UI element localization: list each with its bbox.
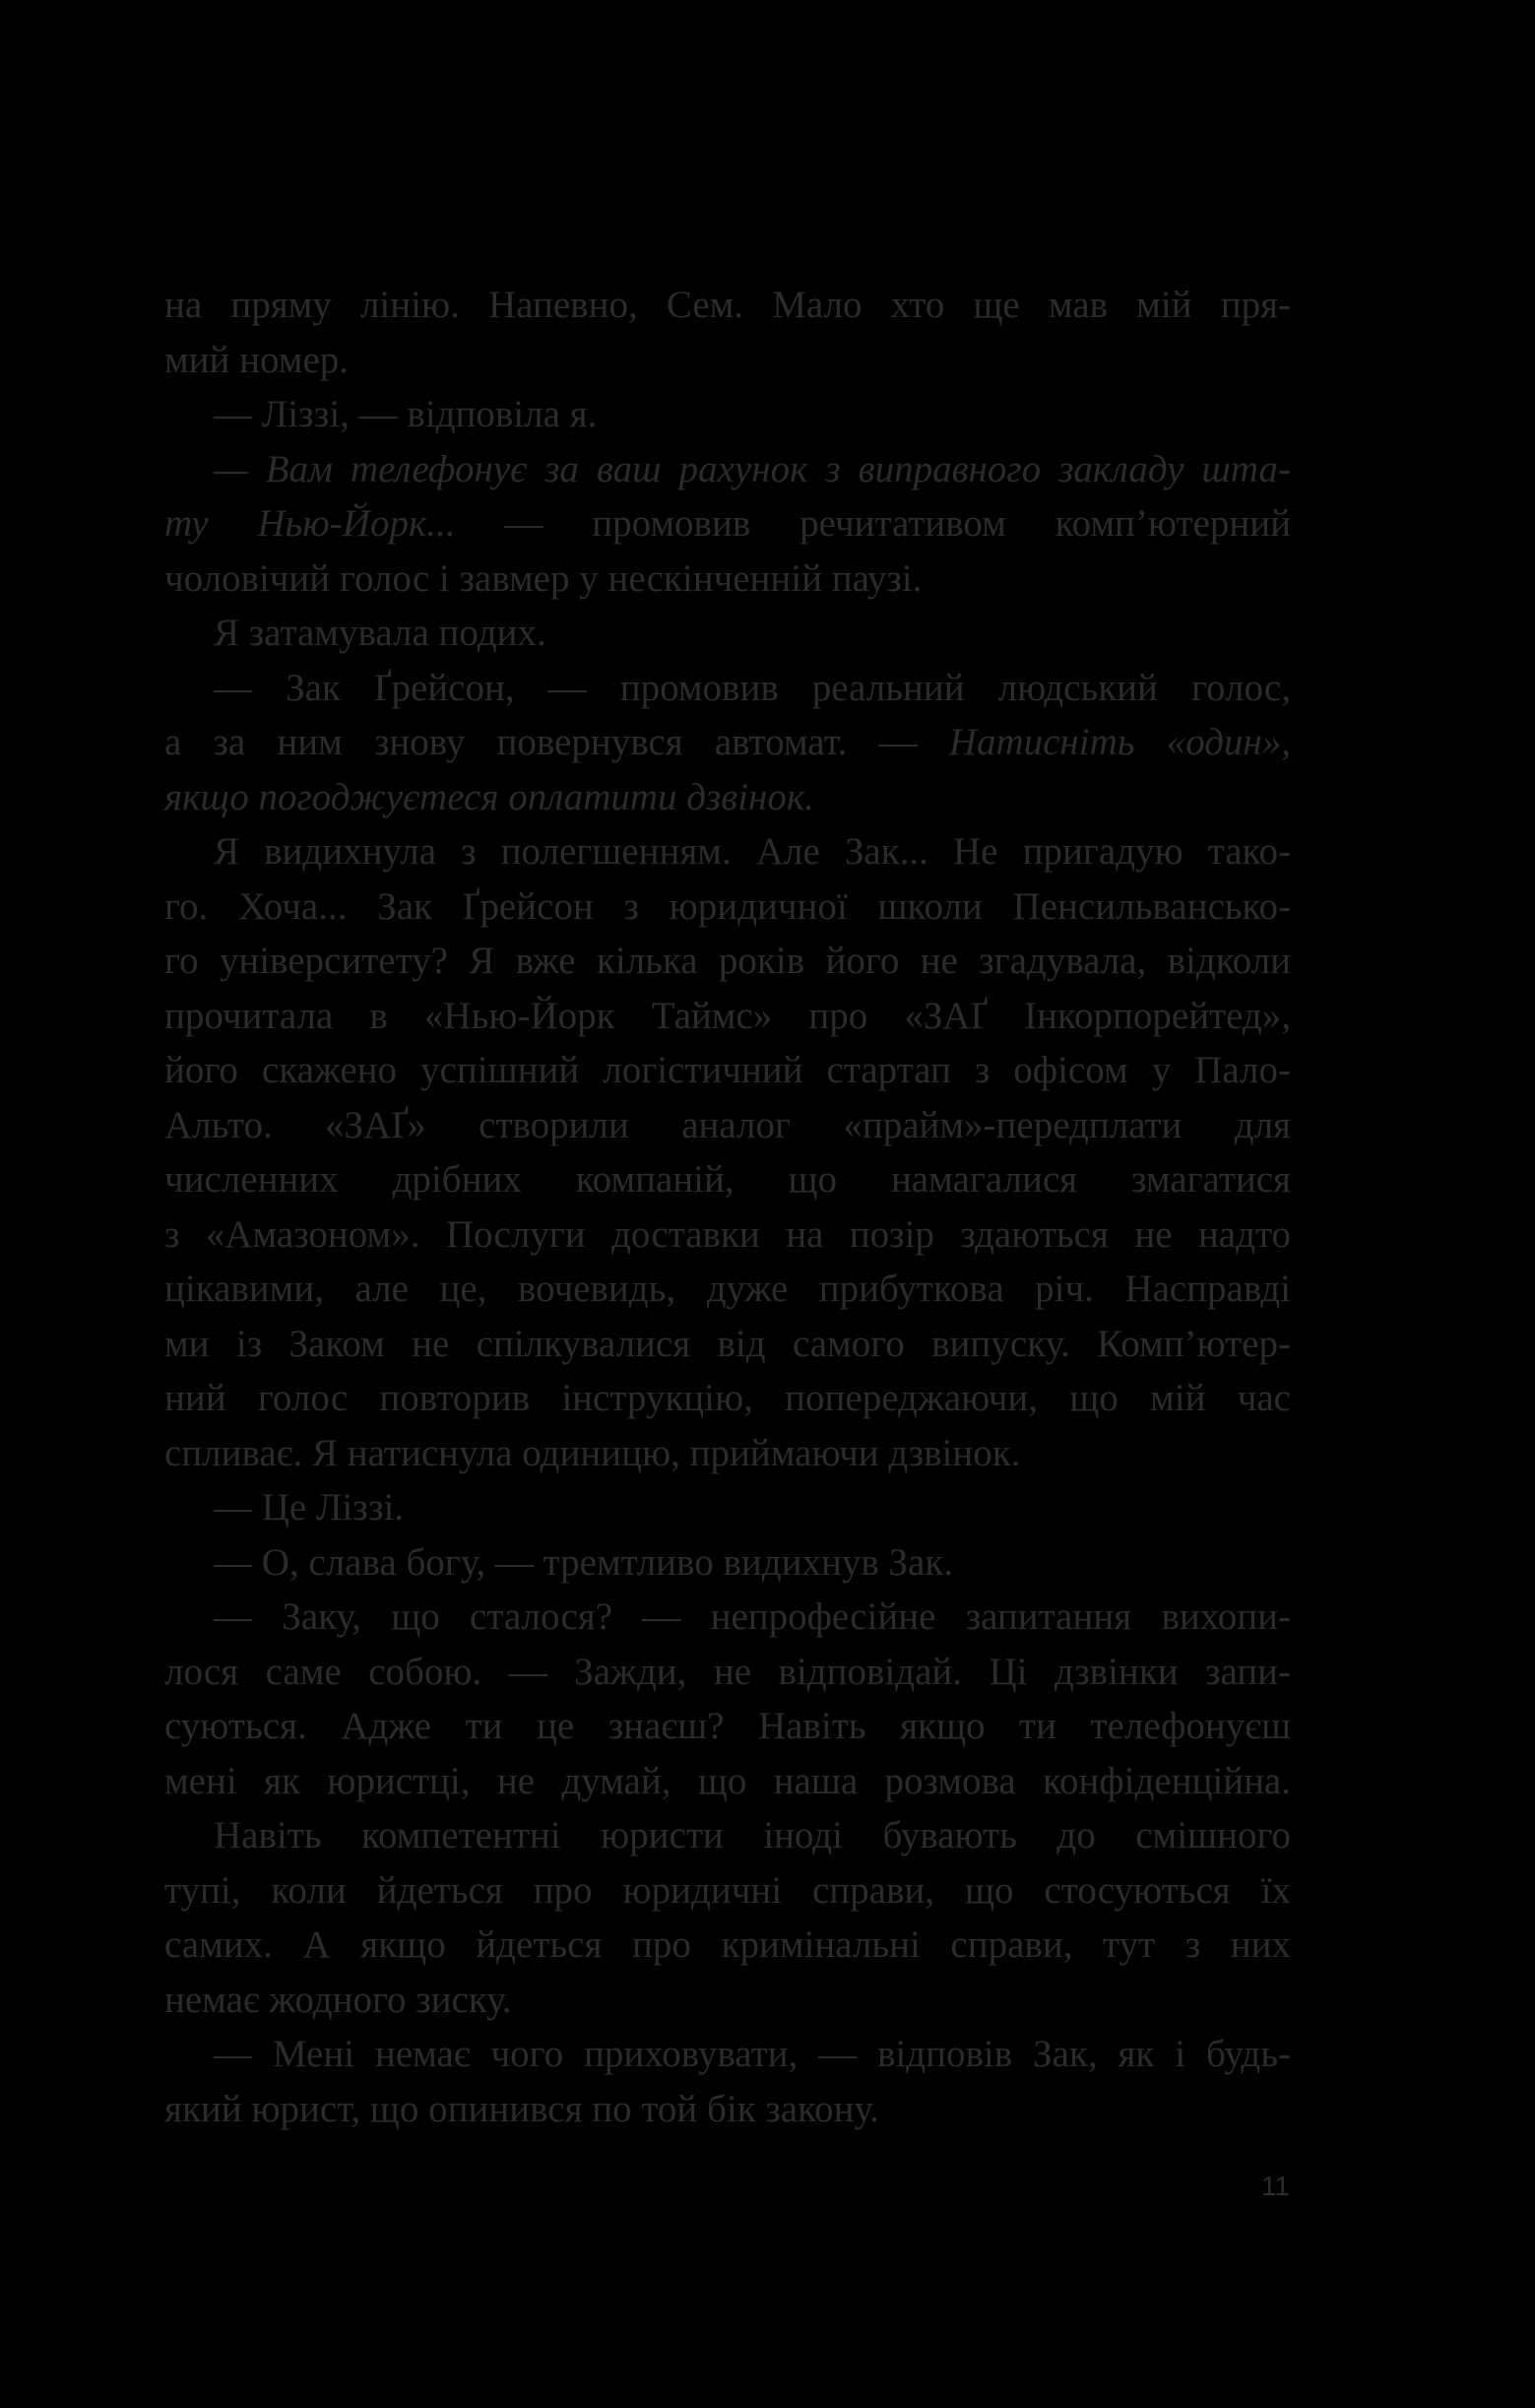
- text-line: ту Нью-Йорк... — промовив речитативом комп’ютерний: [164, 502, 1291, 545]
- text-line: — Зак Ґрейсон, — промовив реальний людський голос,: [214, 666, 1291, 709]
- text-line: ми із Заком не спілкувалися від самого випуску. Комп’ютер-: [164, 1322, 1291, 1365]
- text-line: ний голос повторив інструкцію, попереджаючи, що мій час: [164, 1377, 1291, 1419]
- text-line: — Заку, що сталося? — непрофесійне запитання вихопи-: [214, 1595, 1291, 1638]
- text-line: — Вам телефонує за ваш рахунок з виправного закладу шта-: [214, 447, 1291, 490]
- text-line: суються. Адже ти це знаєш? Навіть якщо ти телефонуєш: [164, 1705, 1291, 1747]
- text-line: Я видихнула з полегшенням. Але Зак... Не пригадую тако-: [214, 830, 1291, 873]
- text-line: якщо погоджуєтеся оплатити дзвінок.: [164, 775, 814, 818]
- text-line: а за ним знову повернувся автомат. — Натисніть «один»,: [164, 721, 1292, 763]
- text-line: го університету? Я вже кілька років його не згадувала, відколи: [164, 940, 1291, 982]
- text-line: мені як юристці, не думай, що наша розмова конфіденційна.: [164, 1759, 1291, 1802]
- text-line: — Мені немає чого приховувати, — відповів Зак, як і будь-: [214, 2033, 1291, 2075]
- text-line: самих. А якщо йдеться про кримінальні справи, тут з них: [164, 1923, 1291, 1966]
- text-line: Альто. «ЗАҐ» створили аналог «прайм»-передплати для: [164, 1103, 1291, 1146]
- text-line: мий номер.: [164, 338, 350, 381]
- text-line: з «Амазоном». Послуги доставки на позір здаються не надто: [164, 1212, 1291, 1256]
- text-line: Я затамувала подих.: [214, 612, 546, 654]
- text-line: немає жодного зиску.: [164, 1978, 512, 2021]
- text-line: чоловічий голос і завмер у нескінченній паузі.: [164, 556, 923, 600]
- text-line: — Ліззі, — відповіла я.: [214, 393, 598, 435]
- text-line: тупі, коли йдеться про юридичні справи, що стосуються їх: [164, 1868, 1291, 1912]
- text-line: його скажено успішний логістичний стартап з офісом у Пало-: [164, 1049, 1291, 1091]
- page-number: 11: [1260, 2171, 1290, 2201]
- text-line: Навіть компетентні юристи іноді бувають до смішного: [214, 1814, 1291, 1856]
- text-line: спливає. Я натиснула одиницю, приймаючи дзвінок.: [164, 1431, 1021, 1474]
- text-line: го. Хоча... Зак Ґрейсон з юридичної школи Пенсильвансько-: [164, 884, 1291, 928]
- text-line: прочитала в «Нью-Йорк Таймс» про «ЗАҐ Інкорпорейтед»,: [164, 994, 1291, 1037]
- text-line: лося саме собою. — Зажди, не відповідай. Ці дзвінки запи-: [164, 1650, 1291, 1693]
- text-line: — Це Ліззі.: [214, 1486, 405, 1529]
- text-line: — О, слава богу, — тремтливо видихнув Зак.: [214, 1540, 954, 1584]
- text-line: цікавими, але це, вочевидь, дуже прибуткова річ. Насправді: [164, 1268, 1291, 1310]
- text-line: який юрист, що опинився по той бік закону.: [164, 2087, 879, 2130]
- body-text: [164, 278, 1291, 2136]
- text-line: на пряму лінію. Напевно, Сем. Мало хто ще мав мій пря-: [164, 284, 1291, 326]
- text-line: численних дрібних компаній, що намагалися змагатися: [164, 1158, 1291, 1201]
